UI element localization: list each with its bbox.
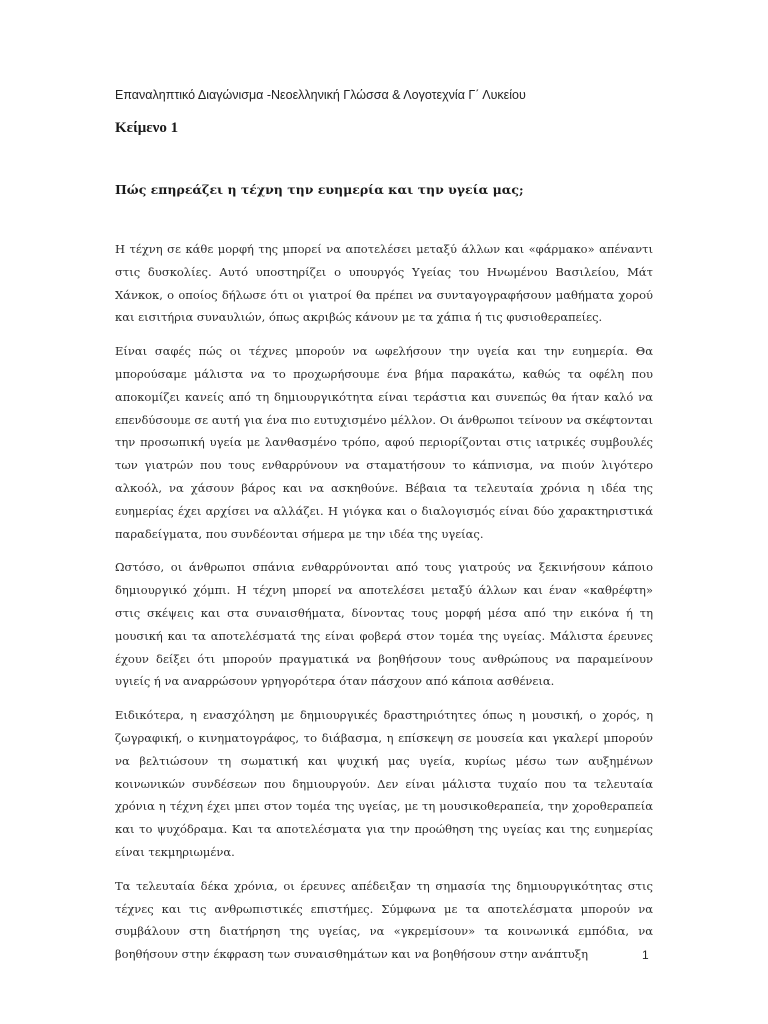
paragraph: Τα τελευταία δέκα χρόνια, οι έρευνες απέδειξαν τη σημασία της δημιουργικότητας στις τέχνες και τις ανθρωπιστικές επιστήμες. Σύμφωνα με τα αποτελέσματα μπορούν να συμβάλουν στη διατήρηση της υγείας, να «γκρεμίσουν» τα κοινωνικά εμπόδια, να βοηθήσουν στην έκφραση των συναισθημάτων και να βοηθήσουν στην ανάπτυξη (115, 878, 653, 962)
paragraph: Ειδικότερα, η ενασχόληση με δημιουργικές δραστηριότητες όπως η μουσική, ο χορός, η ζωγραφική, ο κινηματογράφος, το διάβασμα, η επίσκεψη σε μουσεία και γκαλερί μπορούν να βελτιώσουν τη σωματική και ψυχική μας υγεία, κυρίως μέσω των αυξημένων κοινωνικών συνδέσεων που δημιουργούν. Δεν είναι μάλιστα τυχαίο που τα τελευταία χρόνια η τέχνη έχει μπει στον τομέα της υγείας, με τη μουσικοθεραπεία, την χοροθεραπεία και το ψυχόδραμα. Και τα αποτελέσματα για την προώθηση της υγείας και της ευημερίας είναι τεκμηριωμένα. (115, 708, 653, 859)
article-body (115, 238, 653, 977)
paragraph: Είναι σαφές πώς οι τέχνες μπορούν να ωφελήσουν την υγεία και την ευημερία. Θα μπορούσαμε μάλιστα να το προχωρήσουμε ένα βήμα παρακάτω, καθώς τα οφέλη που αποκομίζει κανείς από τη δημιουργικότητα είναι τεράστια και συνεπώς θα ήταν καλό να επενδύσουμε σε αυτή για ένα πιο ευτυχισμένο μέλλον. Οι άνθρωποι τείνουν να σκέφτονται την προσωπική υγεία με λανθασμένο τρόπο, αφού περιορίζονται στις ιατρικές συμβουλές των γιατρών που τους ενθαρρύνουν να σταματήσουν το κάπνισμα, να πιούν λιγότερο αλκοόλ, να χάσουν βάρος και να ασκηθούνε. Βέβαια τα τελευταία χρόνια η ιδέα της ευημερίας έχει αρχίσει να αλλάζει. Η γιόγκα και ο διαλογισμός είναι δύο χαρακτηριστικά παραδείγματα, που συνδέονται σήμερα με την ιδέα της υγείας. (115, 344, 653, 541)
paragraph: Η τέχνη σε κάθε μορφή της μπορεί να αποτελέσει μεταξύ άλλων και «φάρμακο» απέναντι στις δυσκολίες. Αυτό υποστηρίζει ο υπουργός Υγείας του Ηνωμένου Βασιλείου, Μάτ Χάνκοκ, ο οποίος δήλωσε ότι οι γιατροί θα πρέπει να συνταγογραφήσουν μαθήματα χορού και εισιτήρια συναυλιών, όπως ακριβώς κάνουν με τα χάπια ή τις φυσιοθεραπείες. (115, 242, 653, 325)
section-label: Κείμενο 1 (115, 120, 179, 136)
page-number: 1 (642, 948, 649, 962)
paragraph: Ωστόσο, οι άνθρωποι σπάνια ενθαρρύνονται από τους γιατρούς να ξεκινήσουν κάποιο δημιουργικό χόμπι. Η τέχνη μπορεί να αποτελέσει μεταξύ άλλων και έναν «καθρέφτη» στις σκέψεις και στα συναισθήματα, δίνοντας τους μορφή μέσα από την εικόνα ή τη μουσική και τα αποτελέσματά της είναι φοβερά στον τομέα της υγείας. Μάλιστα έρευνες έχουν δείξει ότι μπορούν πραγματικά να βοηθήσουν τους ανθρώπους να παραμείνουν υγιείς ή να αναρρώσουν γρηγορότερα όταν πάσχουν από κάποια ασθένεια. (115, 560, 653, 689)
article-title: Πώς επηρεάζει η τέχνη την ευημερία και την υγεία μας; (115, 182, 524, 197)
document-header: Επαναληπτικό Διαγώνισμα -Νεοελληνική Γλώσσα & Λογοτεχνία Γ΄ Λυκείου (115, 88, 526, 102)
